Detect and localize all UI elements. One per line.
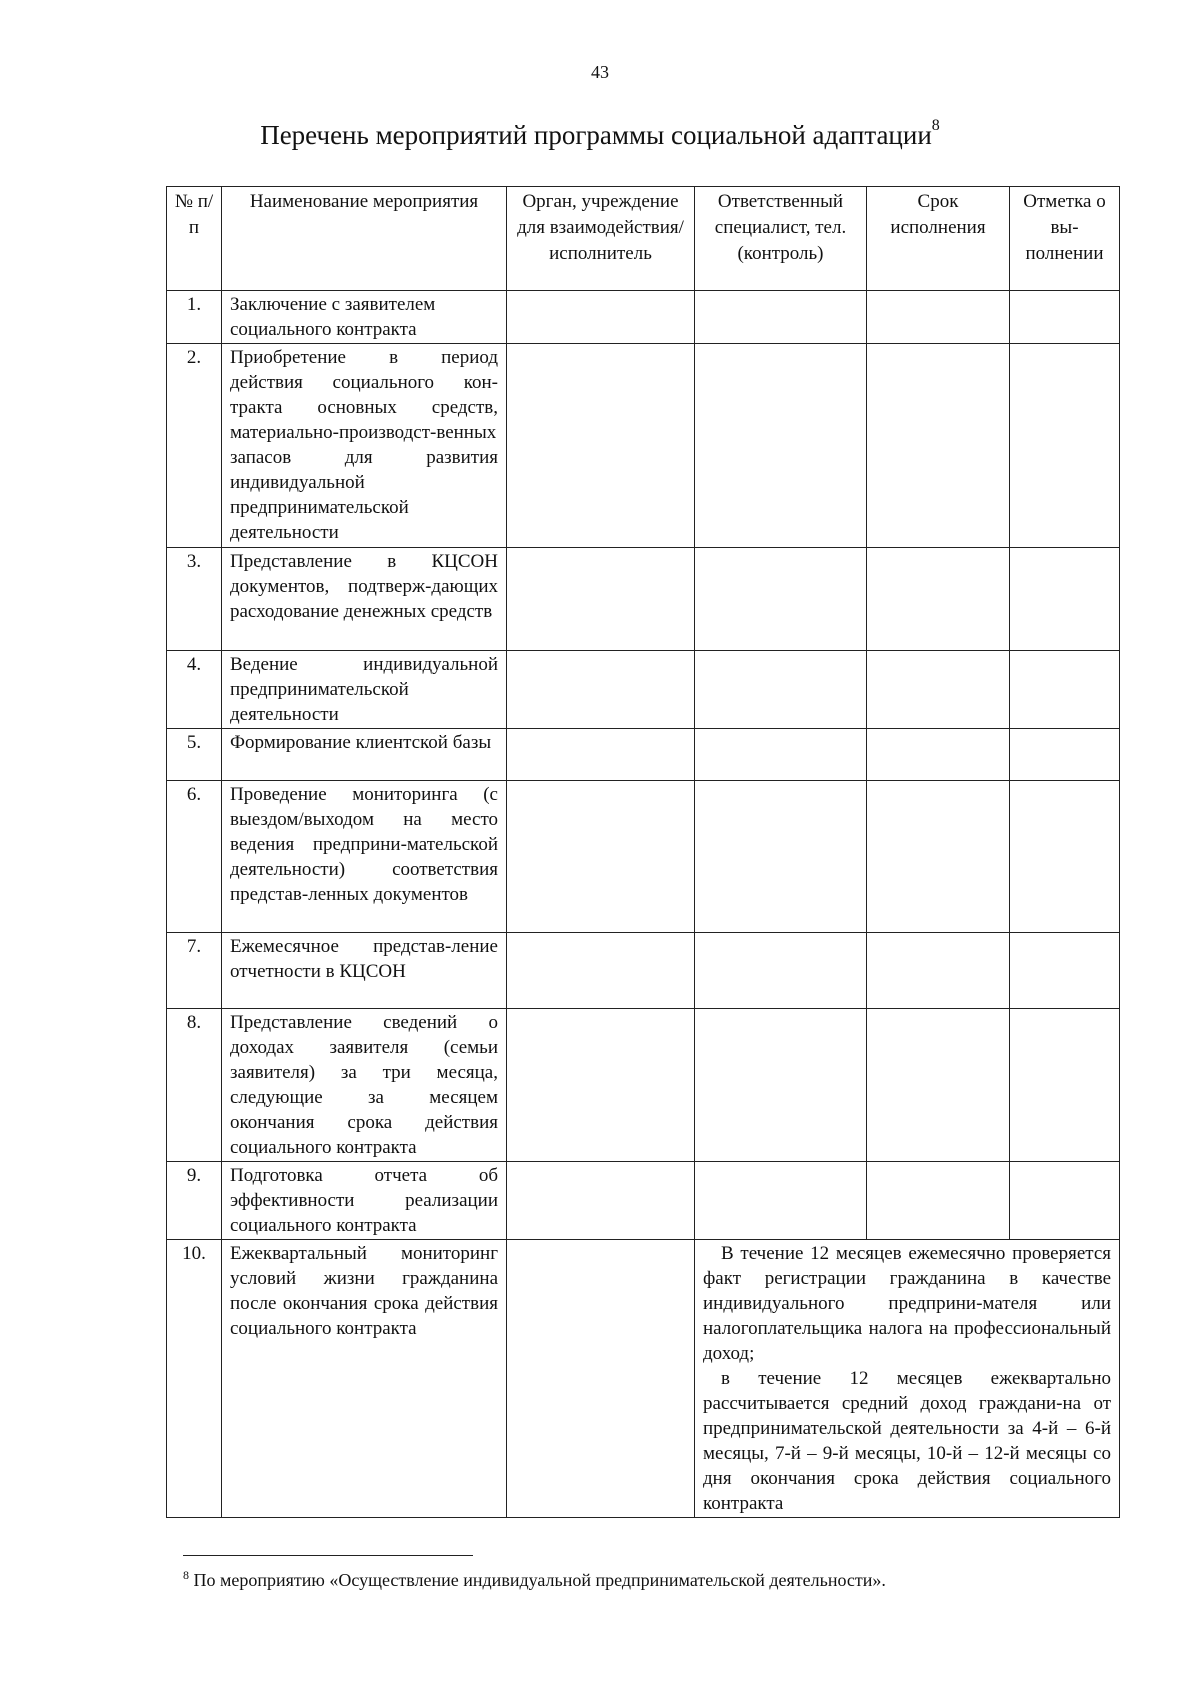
table-row (167, 651, 1120, 729)
cell-deadline (867, 344, 1010, 548)
row-activity-text: Ежеквартальный мониторинг условий жизни гражданина после окончания срока действия социального контракта (230, 1243, 498, 1339)
row-number: 1. (167, 291, 222, 344)
cell-agency (507, 933, 695, 1009)
footnote-text: По мероприятию «Осуществление индивидуальной предпринимательской деятельности». (193, 1570, 886, 1590)
table-row (167, 781, 1120, 933)
cell-deadline (867, 933, 1010, 1009)
cell-deadline (867, 291, 1010, 344)
cell-responsible (695, 548, 867, 651)
cell-deadline (867, 651, 1010, 729)
row-activity-text: Ежемесячное представ-ление отчетности в КЦСОН (230, 936, 498, 982)
cell-responsible (695, 1009, 867, 1162)
page-title-text: Перечень мероприятий программы социальной адаптации (260, 120, 932, 150)
cell-deadline (867, 781, 1010, 933)
row-number: 6. (167, 781, 222, 933)
activities-table (166, 186, 1120, 1518)
row-number: 8. (167, 1009, 222, 1162)
cell-mark (1010, 1009, 1120, 1162)
table-row (167, 729, 1120, 781)
row-activity-text: Проведение мониторинга (с выездом/выходом на место ведения предприни-мательской деятельности) соответствия представ-ленных документов (230, 784, 498, 905)
cell-mark (1010, 933, 1120, 1009)
cell-agency (507, 1162, 695, 1240)
cell-agency (507, 1009, 695, 1162)
cell-agency (507, 781, 695, 933)
cell-agency (507, 729, 695, 781)
row-activity-text: Подготовка отчета об эффективности реализации социального контракта (230, 1165, 498, 1236)
row-number: 4. (167, 651, 222, 729)
row-activity-name (222, 781, 507, 933)
cell-responsible (695, 1162, 867, 1240)
row-activity-name (222, 1009, 507, 1162)
cell-mark (1010, 651, 1120, 729)
table-row (167, 1009, 1120, 1162)
header-num: № п/п (167, 187, 222, 291)
row-10-note-paragraph-1: В течение 12 месяцев ежемесячно проверяется факт регистрации гражданина в качестве индивидуального предприни-мателя или налогоплательщика налога на профессиональный доход; (703, 1243, 1111, 1364)
row-activity-name (222, 291, 507, 344)
header-name: Наименование мероприятия (222, 187, 507, 291)
row-activity-name (222, 1240, 507, 1518)
row-number: 3. (167, 548, 222, 651)
cell-responsible (695, 729, 867, 781)
cell-deadline (867, 1009, 1010, 1162)
cell-mark (1010, 344, 1120, 548)
cell-responsible (695, 781, 867, 933)
cell-deadline (867, 548, 1010, 651)
row-activity-name (222, 933, 507, 1009)
row-activity-name (222, 651, 507, 729)
row-activity-text: Формирование клиентской базы (230, 732, 492, 753)
cell-agency (507, 548, 695, 651)
row-number: 7. (167, 933, 222, 1009)
table-row (167, 344, 1120, 548)
row-10-note-paragraph-2: в течение 12 месяцев ежеквартально рассчитывается средний доход граждани-на от предпринимательской деятельности за 4-й – 6-й месяцы, 7-й – 9-й месяцы, 10-й – 12-й месяцы со дня окончания срока действия социального контракта (703, 1368, 1111, 1514)
row-number: 2. (167, 344, 222, 548)
cell-agency (507, 291, 695, 344)
cell-agency (507, 651, 695, 729)
row-activity-text: Заключение с заявителем социального контракта (230, 294, 436, 340)
cell-responsible (695, 651, 867, 729)
row-10-note (695, 1240, 1120, 1518)
page-title (0, 117, 1200, 151)
title-footnote-mark: 8 (931, 117, 940, 134)
footnote-mark: 8 (183, 1568, 189, 1582)
cell-mark (1010, 1162, 1120, 1240)
row-activity-text: Ведение индивидуальной предпринимательской деятельности (230, 654, 498, 725)
row-number: 10. (167, 1240, 222, 1518)
cell-responsible (695, 933, 867, 1009)
header-mark: Отметка о вы-полнении (1010, 187, 1120, 291)
row-activity-name (222, 344, 507, 548)
cell-mark (1010, 548, 1120, 651)
cell-deadline (867, 1162, 1010, 1240)
row-activity-name (222, 729, 507, 781)
row-activity-name (222, 548, 507, 651)
header-deadline: Срок исполнения (867, 187, 1010, 291)
header-responsible: Ответственный специалист, тел. (контроль) (695, 187, 867, 291)
cell-mark (1010, 291, 1120, 344)
row-activity-text: Представление в КЦСОН документов, подтверж-дающих расходование денежных средств (230, 551, 498, 622)
table-row (167, 291, 1120, 344)
cell-agency (507, 1240, 695, 1518)
header-agency: Орган, учреждение для взаимодействия/ исполнитель (507, 187, 695, 291)
row-activity-text: Приобретение в период действия социального кон-тракта основных средств, материально-производст-венных запасов для развития индивидуальной предпринимательской деятельности (230, 347, 498, 543)
row-number: 5. (167, 729, 222, 781)
table-row (167, 1162, 1120, 1240)
cell-responsible (695, 291, 867, 344)
cell-agency (507, 344, 695, 548)
cell-mark (1010, 781, 1120, 933)
table-row (167, 1240, 1120, 1518)
table-row (167, 933, 1120, 1009)
footnote (183, 1568, 886, 1591)
page-number: 43 (591, 62, 609, 82)
table-header-row (167, 187, 1120, 291)
cell-mark (1010, 729, 1120, 781)
row-activity-text: Представление сведений о доходах заявителя (семьи заявителя) за три месяца, следующие за месяцем окончания срока действия социального контракта (230, 1012, 498, 1158)
cell-deadline (867, 729, 1010, 781)
footnote-separator (183, 1555, 473, 1556)
cell-responsible (695, 344, 867, 548)
row-activity-name (222, 1162, 507, 1240)
table-row (167, 548, 1120, 651)
row-number: 9. (167, 1162, 222, 1240)
